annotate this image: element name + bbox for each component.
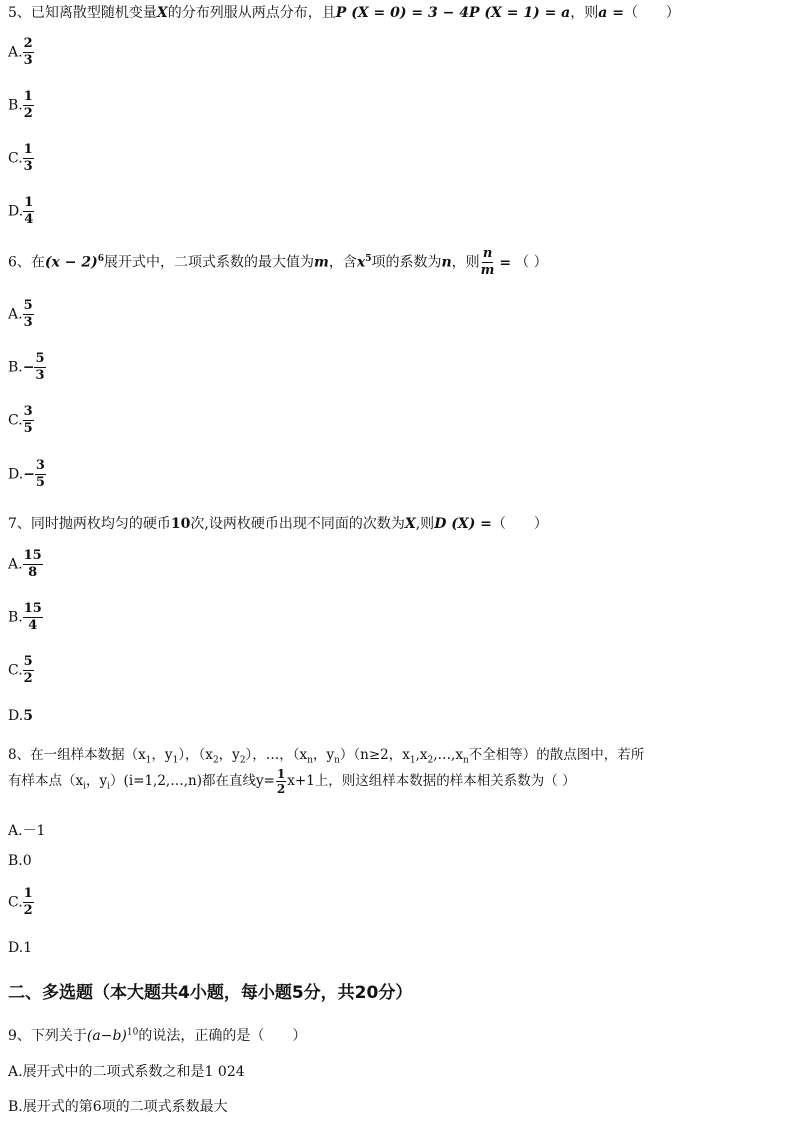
q9-expression: (a−b)	[86, 1028, 127, 1044]
q7-paren: （ ）	[491, 516, 548, 532]
q5-option-d[interactable]	[8, 195, 34, 228]
numerator: 5	[35, 351, 45, 366]
q6-expression: (x − 2)	[44, 254, 98, 271]
option-label: D.	[8, 203, 24, 220]
q8-option-a[interactable]	[8, 820, 45, 840]
subscript: 2	[212, 755, 219, 766]
q9-option-a[interactable]	[8, 1061, 245, 1081]
q6-exponent-5: 5	[365, 253, 372, 264]
denominator: 4	[28, 618, 38, 633]
q5-a-eq: a =	[598, 5, 624, 21]
denominator: 3	[23, 159, 33, 174]
option-label: D.	[8, 466, 24, 483]
denominator: 2	[23, 671, 33, 686]
q8-text: ,…,x	[433, 747, 463, 763]
q8-text: ，y	[218, 747, 240, 763]
option-fraction	[34, 351, 45, 384]
q6-option-a[interactable]	[8, 298, 34, 331]
q7-text2: 次,设两枚硬币出现不同面的次数为	[190, 516, 405, 532]
option-fraction	[23, 89, 34, 122]
denominator: 5	[35, 475, 45, 490]
numerator: 1	[24, 195, 34, 210]
q6-var-n: n	[441, 254, 452, 271]
numerator: 2	[23, 36, 33, 51]
subscript: 2	[239, 755, 246, 766]
option-label: C.	[8, 150, 23, 167]
q7-option-b[interactable]	[8, 601, 43, 634]
option-label: B.	[8, 609, 23, 626]
q6-number: 6、	[8, 254, 31, 271]
option-label: A.	[8, 44, 23, 61]
q6-paren: （ ）	[515, 254, 548, 271]
q8-fraction-half	[276, 767, 286, 796]
q8-text: ）（n≥2，x	[339, 747, 410, 763]
denominator: 3	[23, 53, 33, 68]
option-label: A.	[8, 823, 23, 839]
q7-dx: D (X) =	[434, 516, 492, 532]
q6-var-m: m	[314, 254, 329, 271]
option-label: D.	[8, 940, 24, 956]
numerator: n	[482, 246, 493, 261]
denominator: 2	[23, 106, 33, 121]
q6-text3: ，含	[328, 254, 357, 271]
q6-text2: 展开式中，二项式系数的最大值为	[104, 254, 315, 271]
q7-option-a[interactable]	[8, 548, 43, 581]
q7-text3: ,则	[415, 516, 435, 532]
option-label: C.	[8, 662, 23, 679]
question-8-stem-line1	[8, 743, 644, 766]
q6-option-c[interactable]	[8, 404, 34, 437]
q7-option-d[interactable]	[8, 708, 33, 724]
option-label: A.	[8, 306, 23, 323]
option-label: B.	[8, 853, 23, 869]
option-label: C.	[8, 894, 23, 911]
q6-fraction-n-over-m	[480, 246, 496, 279]
option-value: 0	[22, 853, 32, 869]
q8-text: ,x	[415, 747, 428, 763]
q5-option-a[interactable]	[8, 36, 34, 69]
q5-option-b[interactable]	[8, 89, 34, 122]
subscript: 2	[427, 755, 434, 766]
q5-text3: ，则	[570, 5, 599, 21]
option-label: B.	[8, 97, 23, 114]
q5-text1: 已知离散型随机变量	[30, 5, 157, 21]
subscript: 1	[172, 755, 179, 766]
q8-option-c[interactable]	[8, 886, 34, 919]
numerator: 1	[23, 142, 33, 157]
option-fraction	[23, 195, 34, 228]
q6-text5: ，则	[451, 254, 480, 271]
option-fraction	[23, 654, 34, 687]
q5-equation: P (X = 0) = 3 − 4P (X = 1) = a	[335, 5, 571, 21]
option-fraction	[23, 404, 34, 437]
q8-text: 有样本点（x	[8, 773, 84, 789]
q8-text: ），…，（x	[245, 747, 308, 763]
numerator: 1	[276, 767, 286, 781]
question-6-stem	[8, 246, 548, 279]
q6-text4: 项的系数为	[371, 254, 442, 271]
q7-var-x: X	[404, 516, 416, 532]
denominator: 2	[23, 903, 33, 918]
subscript: n	[334, 755, 340, 766]
option-label: A.	[8, 556, 23, 573]
denominator: 5	[23, 421, 33, 436]
question-7-stem	[8, 513, 548, 533]
q5-text2: 的分布列服从两点分布，且	[167, 5, 336, 21]
q7-option-c[interactable]	[8, 654, 34, 687]
subscript: 1	[409, 755, 416, 766]
q5-option-c[interactable]	[8, 142, 34, 175]
option-label: B.	[8, 359, 23, 376]
option-fraction	[23, 548, 43, 581]
q7-count: 10	[170, 516, 191, 532]
option-sign: −	[23, 466, 35, 483]
subscript: n	[307, 755, 313, 766]
subscript: n	[462, 755, 469, 766]
q6-text1: 在	[30, 254, 45, 271]
denominator: 8	[28, 565, 38, 580]
question-8-stem-line2	[8, 767, 576, 796]
option-label: B.	[8, 1099, 23, 1115]
numerator: 15	[23, 548, 42, 563]
question-9-stem	[8, 1025, 306, 1045]
option-fraction	[23, 142, 34, 175]
numerator: 5	[23, 654, 33, 669]
option-fraction	[23, 298, 34, 331]
subscript: i	[83, 781, 87, 792]
option-fraction	[35, 458, 46, 491]
option-value: 展开式中的二项式系数之和是1 024	[22, 1064, 245, 1080]
numerator: 1	[23, 886, 33, 901]
option-fraction	[23, 886, 34, 919]
option-value: 展开式的第6项的二项式系数最大	[22, 1099, 228, 1115]
denominator: 4	[24, 212, 34, 227]
q8-text: 8、在一组样本数据（x	[8, 747, 146, 763]
q5-var-x: X	[156, 5, 168, 21]
option-value: 1	[23, 940, 33, 956]
q9-text2: 的说法，正确的是（ ）	[138, 1028, 307, 1044]
q8-option-d[interactable]	[8, 940, 32, 956]
q8-option-b[interactable]	[8, 853, 32, 869]
denominator: 3	[35, 368, 45, 383]
numerator: 1	[23, 89, 33, 104]
q8-text: ，y	[151, 747, 173, 763]
numerator: 5	[23, 298, 33, 313]
numerator: 3	[35, 458, 45, 473]
q6-option-b[interactable]	[8, 351, 46, 384]
option-value: －1	[22, 823, 46, 839]
option-label: A.	[8, 1064, 23, 1080]
q8-text: ）(i=1,2,…,n)都在直线y=	[110, 773, 275, 789]
section-heading: 二、多选题（本大题共4小题，每小题5分，共20分）	[8, 983, 413, 1003]
q9-option-b[interactable]	[8, 1096, 228, 1116]
q6-equals: =	[499, 254, 512, 271]
q8-text: 不全相等）的散点图中，若所	[468, 747, 645, 763]
q6-var-x: x	[356, 254, 366, 271]
q6-exponent-6: 6	[97, 253, 105, 264]
denominator: 2	[276, 782, 286, 796]
option-sign: −	[22, 359, 35, 376]
denominator: 3	[23, 315, 33, 330]
q7-number: 7、	[8, 516, 31, 532]
option-value: 5	[23, 708, 33, 724]
option-label: C.	[8, 412, 23, 429]
q9-text: 9、下列关于	[8, 1028, 87, 1044]
q5-number: 5、	[8, 5, 31, 21]
q8-text: ，y	[312, 747, 335, 763]
option-fraction	[23, 36, 34, 69]
q7-text1: 同时抛两枚均匀的硬币	[30, 516, 171, 532]
denominator: m	[480, 263, 495, 278]
q8-text: x+1上，则这组样本数据的样本相关系数为（ ）	[287, 773, 576, 789]
numerator: 15	[23, 601, 42, 616]
subscript: i	[107, 781, 111, 792]
subscript: 1	[145, 755, 152, 766]
q8-text: ，y	[86, 773, 108, 789]
numerator: 3	[23, 404, 33, 419]
q9-exponent: 10	[126, 1027, 139, 1038]
q5-paren: （ ）	[623, 5, 680, 21]
option-label: D.	[8, 708, 24, 724]
question-5-stem	[8, 2, 680, 22]
option-fraction	[23, 601, 43, 634]
q8-text: ），（x	[178, 747, 213, 763]
q6-option-d[interactable]	[8, 458, 46, 491]
